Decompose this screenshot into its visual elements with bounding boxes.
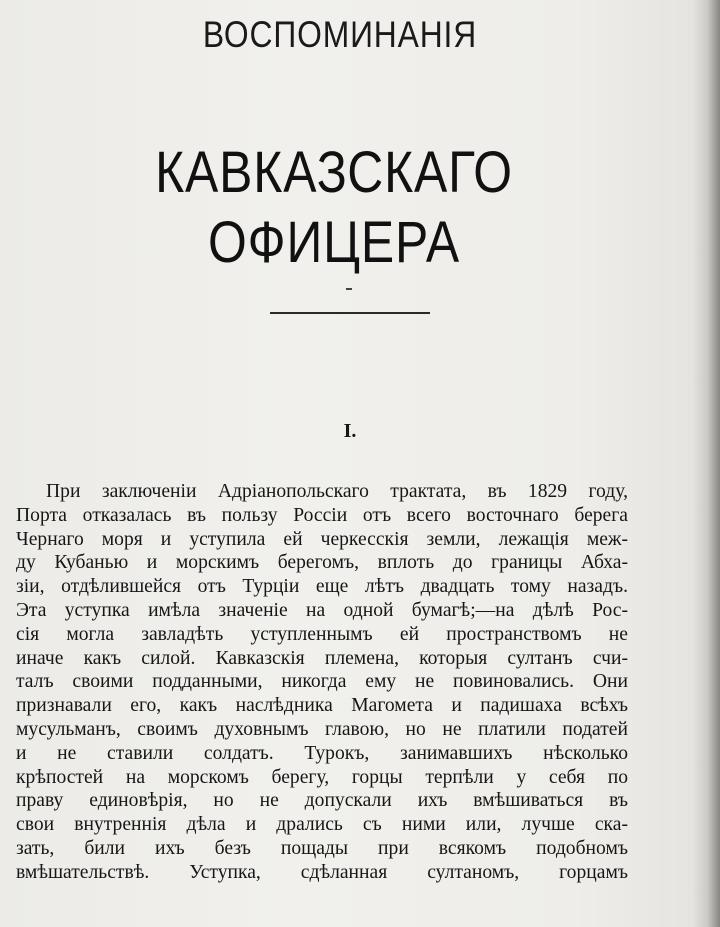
text-line: Чернаго моря и уступила ей черкесскія земли, лежащія меж- — [16, 528, 628, 550]
text-line: Эта уступка имѣла значеніе на одной бумагѣ;—на дѣлѣ Рос- — [16, 599, 628, 621]
title-line-1: ВОСПОМИНАНІЯ — [202, 14, 478, 55]
text-line: Порта отказалась въ пользу Россіи отъ всего восточнаго берега — [16, 504, 628, 526]
title-line-2: КАВКАЗСКАГО ОФИЦЕРА — [155, 140, 513, 275]
ornament-dot — [346, 288, 352, 290]
text-line: крѣпостей на морскомъ берегу, горцы терпѣли у себя по — [16, 766, 628, 788]
text-line: праву единовѣрія, но не допускали ихъ вмѣшиваться въ — [16, 790, 628, 812]
text-line: вмѣшательствѣ. Уступка, сдѣланная султаномъ, горцамъ — [16, 861, 628, 883]
page-edge-shadow — [692, 0, 720, 927]
text-line: свои внутреннія дѣла и дрались съ ними или, лучше ска- — [16, 814, 628, 836]
text-line: сія могла завладѣть уступленнымъ ей пространствомъ не — [16, 623, 628, 645]
text-line: зіи, отдѣлившейся отъ Турціи еще лѣтъ двадцать тому назадъ. — [16, 576, 628, 598]
body-text — [16, 480, 628, 885]
text-line: ду Кубанью и морскимъ берегомъ, вплоть до границы Абха- — [16, 552, 628, 574]
text-line: и не ставили солдатъ. Турокъ, занимавшихъ нѣсколько — [16, 742, 628, 764]
text-line: признавали его, какъ наслѣдника Магомета и падишаха всѣхъ — [16, 695, 628, 717]
text-line: талъ своими подданными, никогда ему не повиновались. Они — [16, 671, 628, 693]
text-line: зать, били ихъ безъ пощады при всякомъ подобномъ — [16, 837, 628, 859]
section-divider — [270, 312, 430, 314]
text-line: При заключеніи Адріанопольскаго трактата, въ 1829 году, — [46, 481, 628, 502]
text-line: мусульманъ, своимъ духовнымъ главою, но не платили податей — [16, 718, 628, 740]
text-line: иначе какъ силой. Кавказскія племена, которыя султанъ счи- — [16, 647, 628, 669]
chapter-number: I. — [343, 420, 357, 442]
